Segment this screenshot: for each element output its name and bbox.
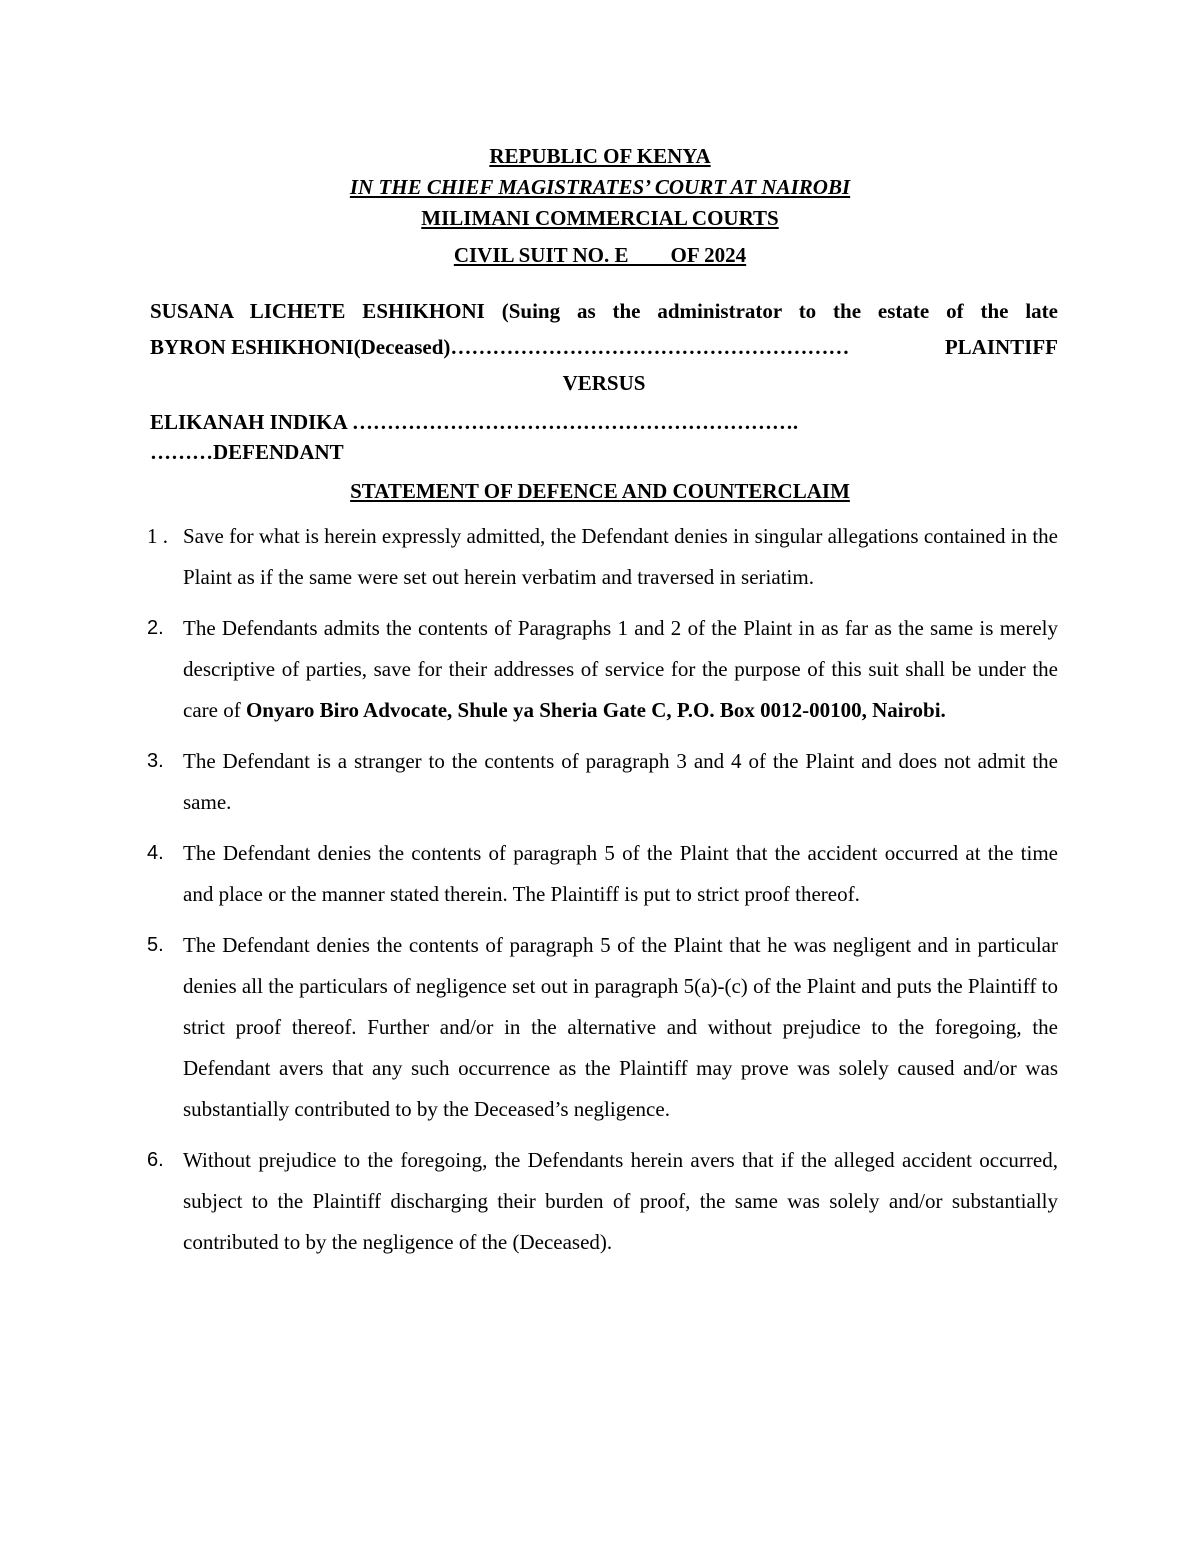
court-heading [0, 141, 1200, 271]
paragraph-text: The Defendant denies the contents of paragraph 5 of the Plaint that he was negligent and in particular denies all the particulars of negligence set out in paragraph 5(a)-(c) of the Plaint and puts the Plaintiff to strict proof thereof. Further and/or in the alternative and without prejudice to the foregoing, the Defendant avers that any such occurrence as the Plaintiff may prove was solely caused and/or was substantially contributed to by the Deceased’s negligence. [183, 933, 1058, 1121]
heading-division: MILIMANI COMMERCIAL COURTS [421, 206, 779, 230]
paragraph-number: 3. [147, 750, 164, 772]
paragraph-text: The Defendant is a stranger to the contents of paragraph 3 and 4 of the Plaint and does not admit the same. [183, 749, 1058, 814]
parties-block [150, 293, 1058, 467]
paragraph-text: Save for what is herein expressly admitted, the Defendant denies in singular allegations contained in the Plaint as if the same were set out herein verbatim and traversed in seriatim. [183, 524, 1058, 589]
advocate-address: Onyaro Biro Advocate, Shule ya Sheria Gate C, P.O. Box 0012-00100, Nairobi. [245, 698, 946, 722]
paragraph-text [183, 608, 1058, 731]
suit-label: CIVIL SUIT NO. E [453, 243, 629, 267]
plaintiff-role: PLAINTIFF [944, 335, 1058, 359]
paragraph-item [147, 833, 1058, 915]
paragraph-text: The Defendant denies the contents of paragraph 5 of the Plaint that the accident occurred at the time and place or the manner stated therein. The Plaintiff is put to strict proof thereof. [183, 841, 1058, 906]
document-title: STATEMENT OF DEFENCE AND COUNTERCLAIM [350, 479, 850, 503]
heading-republic: REPUBLIC OF KENYA [489, 144, 711, 168]
plaintiff-description: SUSANA LICHETE ESHIKHONI (Suing as the administrator to the estate of the late [150, 299, 1058, 323]
plaintiff-name: BYRON ESHIKHONI(Deceased)………………………………………………… [150, 335, 850, 359]
paragraph-number: 5. [147, 934, 164, 956]
paragraph-list [147, 516, 1058, 1273]
civil-suit-number [0, 240, 1200, 271]
versus-label: VERSUS [562, 371, 646, 395]
defendant-role: ………DEFENDANT [150, 440, 344, 464]
paragraph-item [147, 925, 1058, 1130]
heading-court: IN THE CHIEF MAGISTRATES’ COURT AT NAIROBI [349, 175, 851, 199]
paragraph-item [147, 741, 1058, 823]
suit-year: OF 2024 [670, 243, 747, 267]
paragraph-item [147, 1140, 1058, 1263]
paragraph-number: 6. [147, 1149, 164, 1171]
plaintiff-name-line [150, 329, 1058, 365]
paragraph-item [147, 516, 1058, 598]
paragraph-number: 4. [147, 842, 164, 864]
paragraph-text-plain: The Defendants admits the contents of Paragraphs 1 and 2 of the Plaint in as far as the same is merely descriptive of parties, save for their addresses of service for the purpose of this suit shall be under the care of [183, 616, 1058, 722]
defendant-name: ELIKANAH INDIKA ………………………………………………………. [150, 410, 799, 434]
paragraph-text: Without prejudice to the foregoing, the Defendants herein avers that if the alleged accident occurred, subject to the Plaintiff discharging their burden of proof, the same was solely and/or substantially contributed to by the negligence of the (Deceased). [183, 1148, 1058, 1254]
paragraph-number: 1 . [147, 524, 168, 548]
paragraph-item [147, 608, 1058, 731]
paragraph-number: 2. [147, 617, 164, 639]
